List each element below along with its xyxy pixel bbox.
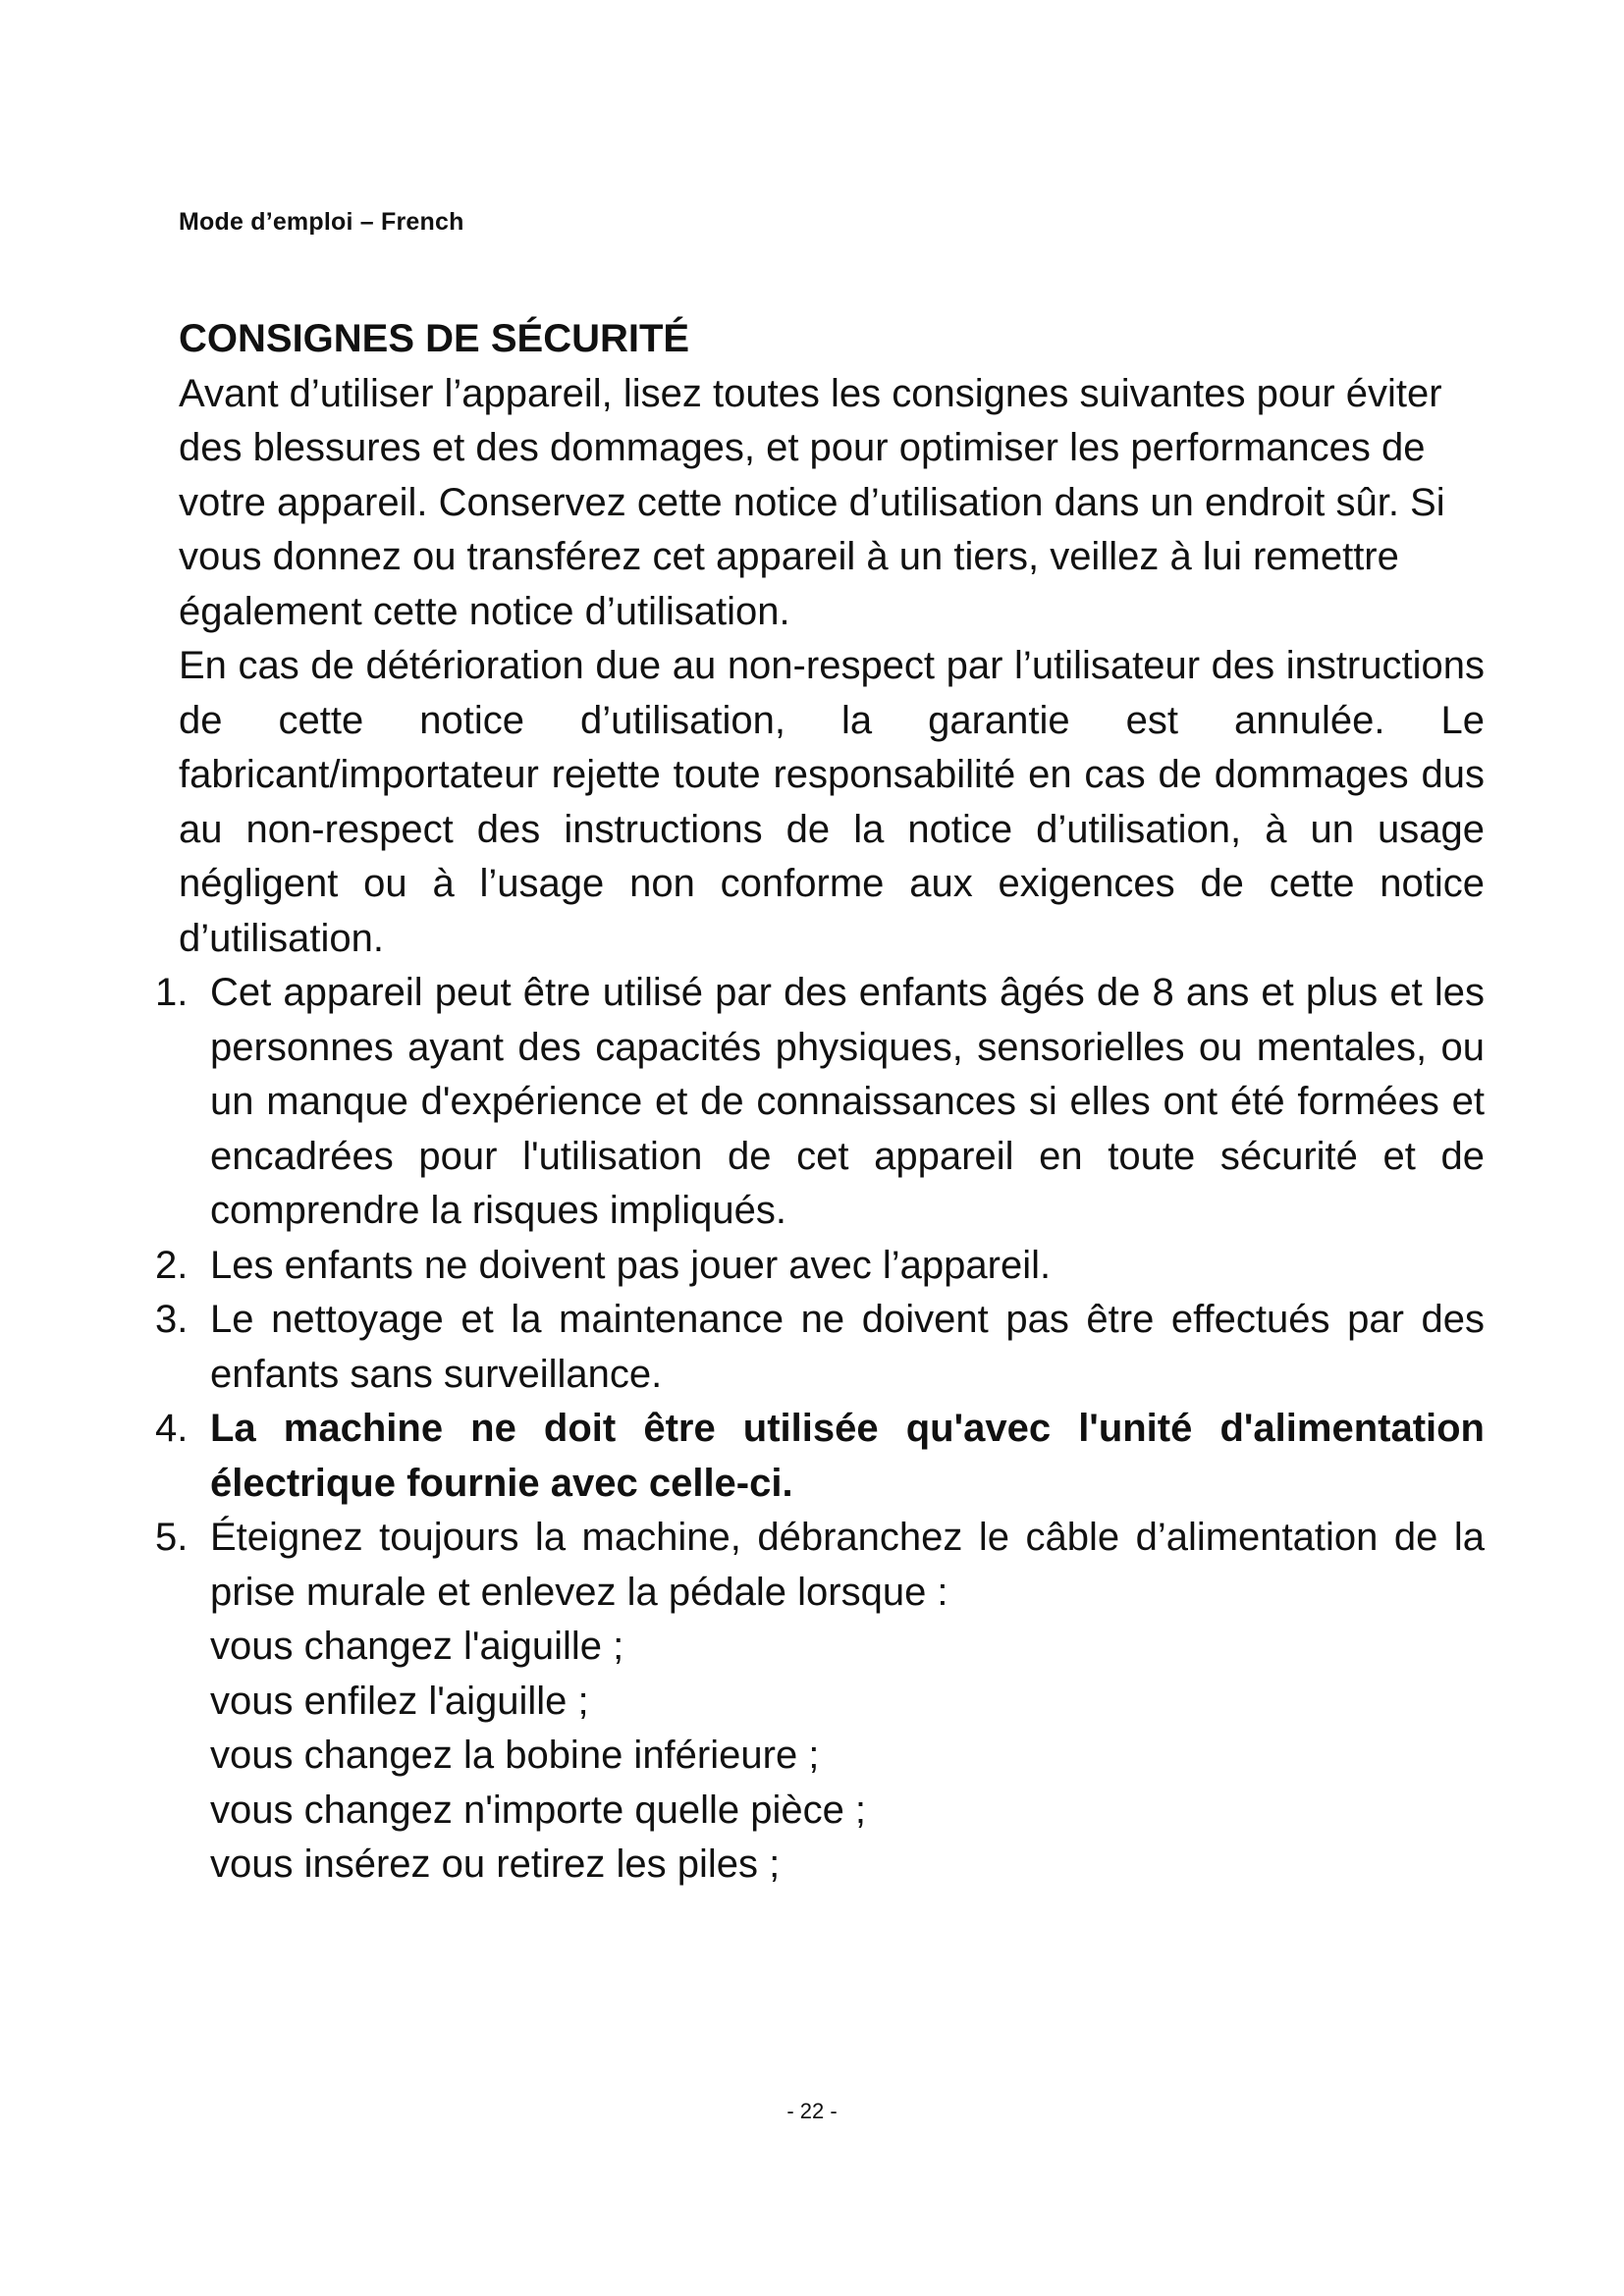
list-item: [155, 1293, 1485, 1402]
intro-paragraph: Avant d’utiliser l’appareil, lisez toutes les consignes suivantes pour éviter des blessures et des dommages, et pour optimiser les performances de votre appareil. Conservez cette notice d’utilisation dans un endroit sûr. Si vous donnez ou transférez cet appareil à un tiers, veillez à lui remettre également cette notice d’utilisation.: [179, 371, 1445, 633]
document-header: Mode d’emploi – French: [179, 208, 464, 236]
list-item-number: 3.: [155, 1298, 189, 1341]
list-item: [155, 1402, 1485, 1511]
list-item-text: Le nettoyage et la maintenance ne doivent pas être effectués par des enfants sans surveillance.: [210, 1298, 1485, 1396]
list-item-number: 2.: [155, 1243, 189, 1287]
safety-rules-list: [155, 966, 1485, 1893]
page-number: - 22 -: [786, 2099, 838, 2123]
section-title: CONSIGNES DE SÉCURITÉ: [179, 317, 690, 360]
sub-item: vous changez l'aiguille ;: [210, 1625, 624, 1668]
warranty-paragraph: En cas de détérioration due au non-respect par l’utilisateur des instructions de cette notice d’utilisation, la garantie est annulée. Le fabricant/importateur rejette toute responsabilité en cas de dommages dus au non-respect des instructions de la notice d’utilisation, à un usage négligent ou à l’usage non conforme aux exigences de cette notice d’utilisation.: [179, 644, 1485, 960]
list-item-number: 1.: [155, 971, 189, 1014]
safety-section: [155, 312, 1485, 1893]
sub-item: vous changez n'importe quelle pièce ;: [210, 1788, 867, 1832]
list-item-text: Cet appareil peut être utilisé par des enfants âgés de 8 ans et plus et les personnes ayant des capacités physiques, sensorielles ou mentales, ou un manque d'expérience et de connaissances si elles ont été formées et encadrées pour l'utilisation de cet appareil en toute sécurité et de comprendre la risques impliqués.: [210, 971, 1485, 1232]
list-item: [155, 1511, 1485, 1893]
list-item-text-bold: La machine ne doit être utilisée qu'avec l'unité d'alimentation électrique fournie avec celle-ci.: [210, 1407, 1485, 1505]
list-item-text: Les enfants ne doivent pas jouer avec l’appareil.: [210, 1243, 1052, 1287]
list-item-text: Éteignez toujours la machine, débranchez le câble d’alimentation de la prise murale et enlevez la pédale lorsque :: [210, 1516, 1485, 1614]
sub-item: vous enfilez l'aiguille ;: [210, 1679, 589, 1723]
list-item: [155, 966, 1485, 1239]
list-item-number: 5.: [155, 1516, 189, 1559]
sub-item: vous changez la bobine inférieure ;: [210, 1734, 820, 1777]
list-item: [155, 1239, 1485, 1294]
sub-item: vous insérez ou retirez les piles ;: [210, 1842, 781, 1886]
list-item-number: 4.: [155, 1407, 189, 1450]
